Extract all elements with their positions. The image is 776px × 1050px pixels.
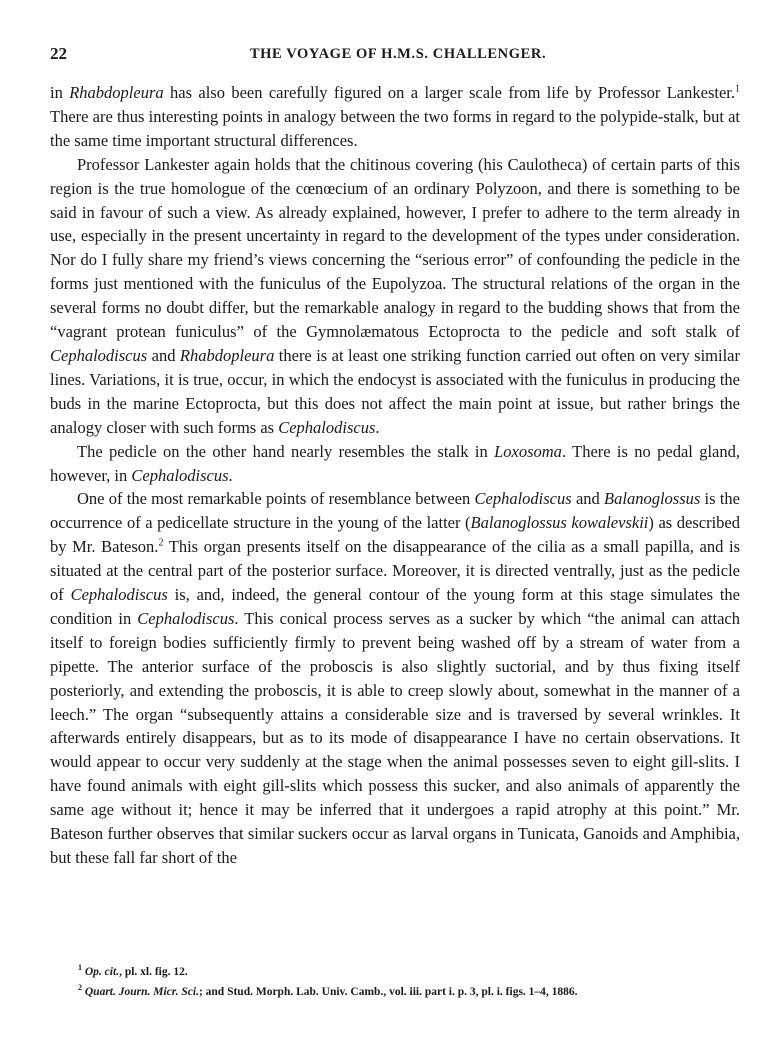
- footnotes: [78, 960, 718, 1000]
- running-header: [50, 44, 746, 68]
- taxon-name: Cephalodiscus: [474, 489, 572, 509]
- paragraph-3: The pedicle on the other hand nearly resembles the stalk in Loxosoma. There is no pedal gland, however, in Cephalodiscus.: [50, 441, 740, 485]
- footnote-ref-1: 1: [735, 83, 740, 95]
- taxon-name: Cephalodiscus: [50, 345, 148, 365]
- body-text: [50, 81, 740, 870]
- paragraph-2: Professor Lankester again holds that the chitinous covering (his Caulotheca) of certain parts of this region is the true homologue of the cœnœcium of an ordinary Polyzoon, and there is something to be said in favour of such a view. As already explained, however, I prefer to adhere to the term already in use, especially in the present uncertainty in regard to the development of the types under consideration. Nor do I fully share my friend’s views concerning the “serious error” of confounding the pedicle in the forms just mentioned with the funiculus of the Eupolyzoa. The structural relations of the organ in the several forms no doubt differ, but the remarkable analogy in regard to the budding shows that from the “vagrant protean funiculus” of the Gymnolæmatous Ectoprocta to the pedicle and soft stalk of Cephalodiscus and Rhabdopleura there is at least one striking function carried out often on very similar lines. Variations, it is true, occur, in which the endocyst is associated with the funiculus in producing the buds in the marine Ectoprocta, but this does not affect the main point at issue, but rather brings the analogy closer with such forms as Cephalodiscus.: [50, 154, 740, 437]
- footnote-ref-2: 2: [158, 537, 164, 549]
- footnote-2: $^2$ Quart. Journ. Micr. Sci.; and Stud. Morph. Lab. Univ. Camb., vol. iii. part i. p. 3, pl. i. figs. 1–4, 1886.: [78, 982, 578, 998]
- footnote-1: $^1$ Op. cit., pl. xl. fig. 12.: [78, 963, 188, 978]
- page-number: 22: [50, 44, 67, 63]
- taxon-name: Balanoglossus kowalevskii: [470, 513, 649, 533]
- taxon-name: Rhabdopleura: [69, 83, 164, 102]
- taxon-name: Cephalodiscus: [278, 417, 376, 437]
- taxon-name: Loxosoma: [494, 441, 562, 461]
- taxon-name: Balanoglossus: [604, 489, 701, 509]
- paragraph-4: One of the most remarkable points of resemblance between Cephalodiscus and Balanoglossus is the occurrence of a pedicellate structure in the young of the latter (Balanoglossus kowalevskii) as described by Mr. Bateson.$^2$ This organ presents itself on the disappearance of the cilia as a small papilla, and is situated at the central part of the posterior surface. Moreover, it is directed ventrally, just as the pedicle of Cephalodiscus is, and, indeed, the general contour of the young form at this stage simulates the condition in Cephalodiscus. This conical process serves as a sucker by which “the animal can attach itself to foreign bodies sufficiently firmly to prevent being washed off by a stream of water from a pipette. The anterior surface of the proboscis is also slightly suctorial, and by thus fixing itself posteriorly, and extending the proboscis, it is able to creep slowly about, somewhat in the manner of a leech.” The organ “subsequently attains a considerable size and is traversed by several wrinkles. It afterwards entirely disappears, but as to its mode of disappearance I have no certain observations. It would appear to occur very suddenly at the stage when the animal possesses seven to eight gill-slits. I have found animals with eight gill-slits which possess this sucker, and also animals of apparently the same age without it; hence it may be inferred that it undergoes a rapid atrophy at this point.” Mr. Bateson further observes that similar suckers occur as larval organs in Tunicata, Ganoids and Amphibia, but these fall far short of the: [50, 489, 741, 867]
- paragraph-1: in Rhabdopleura has also been carefully figured on a larger scale from life by Professor Lankester.$^1$ There are thus interesting points in analogy between the two forms in regard to the polypide-stalk, but at the same time important structural differences.: [50, 83, 740, 150]
- running-title: THE VOYAGE OF H.M.S. CHALLENGER.: [249, 46, 547, 62]
- taxon-name: Rhabdopleura: [179, 345, 275, 365]
- taxon-name: Cephalodiscus: [131, 465, 229, 485]
- taxon-name: Cephalodiscus: [70, 585, 168, 605]
- taxon-name: Cephalodiscus: [137, 608, 235, 628]
